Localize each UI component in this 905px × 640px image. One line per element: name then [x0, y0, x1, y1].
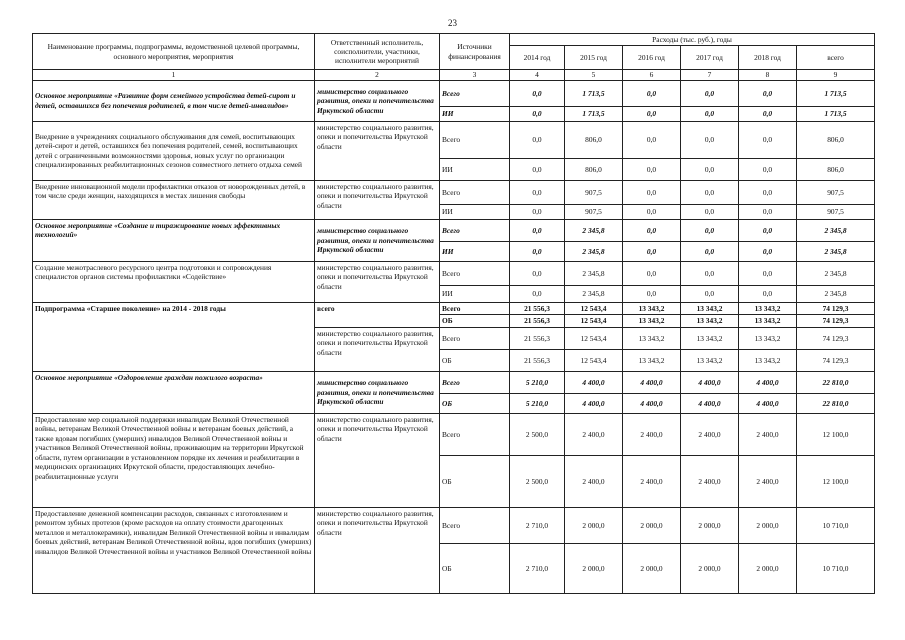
- column-number: 1: [33, 70, 315, 80]
- amount-cell: 21 556,3: [510, 302, 565, 314]
- column-number: 3: [440, 70, 510, 80]
- activity-executor: министерство социального развития, опеки и попечительства Иркутской области: [315, 507, 440, 593]
- column-numbers-row: [33, 70, 875, 80]
- amount-cell: 1 713,5: [797, 80, 875, 106]
- amount-cell: 2 500,0: [510, 455, 565, 507]
- amount-cell: 4 400,0: [681, 393, 739, 413]
- amount-cell: 2 000,0: [739, 507, 797, 543]
- amount-cell: 2 000,0: [623, 507, 681, 543]
- amount-cell: 13 343,2: [623, 315, 681, 327]
- amount-cell: 2 345,8: [797, 241, 875, 261]
- amount-cell: 2 000,0: [739, 543, 797, 593]
- column-number: 4: [510, 70, 565, 80]
- amount-cell: 0,0: [681, 121, 739, 158]
- amount-cell: 13 343,2: [681, 302, 739, 314]
- amount-cell: 0,0: [681, 80, 739, 106]
- amount-cell: 12 100,0: [797, 455, 875, 507]
- header-source: Источники финансирования: [440, 34, 510, 70]
- amount-cell: 12 543,4: [565, 349, 623, 371]
- amount-cell: 0,0: [681, 261, 739, 285]
- amount-cell: 21 556,3: [510, 327, 565, 349]
- table-row: [33, 302, 875, 314]
- amount-cell: 2 345,8: [565, 219, 623, 241]
- amount-cell: 0,0: [739, 106, 797, 121]
- amount-cell: 13 343,2: [681, 315, 739, 327]
- subprogram-name: Подпрограмма «Старшее поколение» на 2014 - 2018 годы: [33, 302, 315, 371]
- amount-cell: 2 400,0: [739, 413, 797, 455]
- amount-cell: 12 543,4: [565, 302, 623, 314]
- funding-source: Всего: [440, 180, 510, 204]
- amount-cell: 806,0: [797, 158, 875, 180]
- funding-source: Всего: [440, 507, 510, 543]
- amount-cell: 22 810,0: [797, 371, 875, 393]
- amount-cell: 1 713,5: [565, 80, 623, 106]
- amount-cell: 1 713,5: [797, 106, 875, 121]
- table-row: [33, 219, 875, 241]
- amount-cell: 10 710,0: [797, 543, 875, 593]
- amount-cell: 4 400,0: [739, 393, 797, 413]
- amount-cell: 907,5: [797, 180, 875, 204]
- table-row: [33, 261, 875, 285]
- activity-executor: министерство социального развития, опеки и попечительства Иркутской области: [315, 413, 440, 507]
- subprogram-executor-total: всего: [315, 302, 440, 327]
- amount-cell: 4 400,0: [623, 371, 681, 393]
- amount-cell: 2 710,0: [510, 543, 565, 593]
- amount-cell: 5 210,0: [510, 393, 565, 413]
- amount-cell: 4 400,0: [565, 393, 623, 413]
- funding-source: ОБ: [440, 315, 510, 327]
- amount-cell: 2 400,0: [565, 455, 623, 507]
- amount-cell: 12 543,4: [565, 315, 623, 327]
- funding-source: ИИ: [440, 106, 510, 121]
- table-body: [33, 80, 875, 593]
- column-number: 9: [797, 70, 875, 80]
- funding-source: Всего: [440, 261, 510, 285]
- amount-cell: 13 343,2: [739, 315, 797, 327]
- column-number: 8: [739, 70, 797, 80]
- amount-cell: 0,0: [623, 106, 681, 121]
- activity-name: Предоставление мер социальной поддержки инвалидам Великой Отечественной войны, ветеранам Великой Отечественной войны и ветеранам боевых действий, а также вдовам погибших (умерших) инвалидов Великой Отечественной войны и участников Великой Отечественной войны, проживающим на территории Иркутской области, путем организации в установленном порядке их лечения и реабилитации в медицинских организациях Иркутской области, предоставляющих лечебно-реабилитационные услуги: [33, 413, 315, 507]
- amount-cell: 21 556,3: [510, 315, 565, 327]
- amount-cell: 0,0: [623, 241, 681, 261]
- amount-cell: 2 345,8: [797, 261, 875, 285]
- amount-cell: 74 129,3: [797, 315, 875, 327]
- amount-cell: 0,0: [739, 285, 797, 302]
- activity-name: Предоставление денежной компенсации расходов, связанных с изготовлением и ремонтом зубных протезов (кроме расходов на оплату стоимости драгоценных металлов и металлокерамики), инвалидам Великой Отечественной войны и инвалидам боевых действий, ветеранам Великой Отечественной войны, вдов погибших (умерших) инвалидов Великой Отечественной войны и участников Великой Отечественной войны: [33, 507, 315, 593]
- subprogram-executor: министерство социального развития, опеки и попечительства Иркутской области: [315, 327, 440, 371]
- amount-cell: 4 400,0: [623, 393, 681, 413]
- funding-source: ОБ: [440, 543, 510, 593]
- header-name: Наименование программы, подпрограммы, ведомственной целевой программы, основного мероприятия, мероприятия: [33, 34, 315, 70]
- amount-cell: 0,0: [623, 80, 681, 106]
- amount-cell: 2 710,0: [510, 507, 565, 543]
- amount-cell: 0,0: [739, 241, 797, 261]
- amount-cell: 2 000,0: [565, 507, 623, 543]
- amount-cell: 10 710,0: [797, 507, 875, 543]
- amount-cell: 4 400,0: [565, 371, 623, 393]
- header-year: 2016 год: [623, 46, 681, 70]
- amount-cell: 5 210,0: [510, 371, 565, 393]
- amount-cell: 2 345,8: [565, 285, 623, 302]
- header-year: 2017 год: [681, 46, 739, 70]
- amount-cell: 2 000,0: [623, 543, 681, 593]
- header-costs: Расходы (тыс. руб.), годы: [510, 34, 875, 46]
- funding-source: Всего: [440, 80, 510, 106]
- column-number: 7: [681, 70, 739, 80]
- amount-cell: 2 345,8: [797, 285, 875, 302]
- activity-name: Внедрение инновационной модели профилактики отказов от новорожденных детей, в том числе среди женщин, находящихся в местах лишения свободы: [33, 180, 315, 219]
- column-number: 6: [623, 70, 681, 80]
- amount-cell: 12 100,0: [797, 413, 875, 455]
- amount-cell: 907,5: [565, 204, 623, 219]
- funding-source: Всего: [440, 302, 510, 314]
- funding-source: Всего: [440, 371, 510, 393]
- amount-cell: 13 343,2: [623, 327, 681, 349]
- amount-cell: 0,0: [510, 241, 565, 261]
- amount-cell: 0,0: [681, 219, 739, 241]
- table-row: [33, 180, 875, 204]
- amount-cell: 0,0: [623, 121, 681, 158]
- amount-cell: 0,0: [510, 80, 565, 106]
- activity-name: Основное мероприятие «Развитие форм семейного устройства детей-сирот и детей, оставшихся без попечения родителей, в том числе детей-инвалидов»: [33, 80, 315, 121]
- amount-cell: 0,0: [623, 219, 681, 241]
- amount-cell: 1 713,5: [565, 106, 623, 121]
- table-row: [33, 121, 875, 158]
- amount-cell: 806,0: [797, 121, 875, 158]
- amount-cell: 0,0: [739, 121, 797, 158]
- amount-cell: 2 000,0: [681, 543, 739, 593]
- activity-executor: министерство социального развития, опеки и попечительства Иркутской области: [315, 180, 440, 219]
- amount-cell: 74 129,3: [797, 302, 875, 314]
- header-exec: Ответственный исполнитель, соисполнители, участники, исполнители мероприятий: [315, 34, 440, 70]
- funding-source: Всего: [440, 413, 510, 455]
- funding-source: ИИ: [440, 158, 510, 180]
- amount-cell: 2 000,0: [681, 507, 739, 543]
- amount-cell: 907,5: [797, 204, 875, 219]
- funding-source: ИИ: [440, 285, 510, 302]
- header-year: 2018 год: [739, 46, 797, 70]
- funding-source: ИИ: [440, 241, 510, 261]
- funding-source: ОБ: [440, 393, 510, 413]
- amount-cell: 0,0: [623, 158, 681, 180]
- activity-executor: министерство социального развития, опеки и попечительства Иркутской области: [315, 121, 440, 180]
- amount-cell: 0,0: [739, 261, 797, 285]
- table-row: [33, 371, 875, 393]
- activity-executor: министерство социального развития, опеки и попечительства Иркутской области: [315, 219, 440, 261]
- column-number: 5: [565, 70, 623, 80]
- activity-executor: министерство социального развития, опеки и попечительства Иркутской области: [315, 261, 440, 302]
- amount-cell: 0,0: [623, 285, 681, 302]
- amount-cell: 0,0: [510, 285, 565, 302]
- amount-cell: 806,0: [565, 158, 623, 180]
- amount-cell: 806,0: [565, 121, 623, 158]
- amount-cell: 0,0: [510, 180, 565, 204]
- amount-cell: 0,0: [681, 285, 739, 302]
- amount-cell: 0,0: [510, 219, 565, 241]
- amount-cell: 2 345,8: [797, 219, 875, 241]
- activity-name: Основное мероприятие «Создание и тиражирование новых эффективных технологий»: [33, 219, 315, 261]
- activity-name: Основное мероприятие «Оздоровление граждан пожилого возраста»: [33, 371, 315, 413]
- table-header: [33, 34, 875, 81]
- header-year: 2015 год: [565, 46, 623, 70]
- amount-cell: 0,0: [510, 204, 565, 219]
- amount-cell: 74 129,3: [797, 327, 875, 349]
- table-row: [33, 413, 875, 455]
- amount-cell: 0,0: [739, 180, 797, 204]
- amount-cell: 13 343,2: [739, 349, 797, 371]
- amount-cell: 13 343,2: [681, 327, 739, 349]
- funding-source: ОБ: [440, 455, 510, 507]
- amount-cell: 13 343,2: [681, 349, 739, 371]
- activity-name: Внедрение в учреждениях социального обслуживания для семей, воспитывающих детей-сирот и детей, оставшихся без попечения родителей, семей, воспитывающих детей с ограниченными возможностями здоровья, новых услуг по организации специализированных реабилитационных сезонов совместного летнего отдыха семей: [33, 121, 315, 180]
- amount-cell: 0,0: [681, 158, 739, 180]
- amount-cell: 13 343,2: [739, 327, 797, 349]
- amount-cell: 13 343,2: [623, 302, 681, 314]
- amount-cell: 0,0: [510, 261, 565, 285]
- funding-source: Всего: [440, 219, 510, 241]
- amount-cell: 0,0: [739, 80, 797, 106]
- activity-name: Создание межотраслевого ресурсного центра подготовки и сопровождения специалистов органов системы профилактики «Содействие»: [33, 261, 315, 302]
- page-number: 23: [448, 18, 457, 28]
- amount-cell: 13 343,2: [623, 349, 681, 371]
- amount-cell: 0,0: [510, 158, 565, 180]
- amount-cell: 13 343,2: [739, 302, 797, 314]
- amount-cell: 22 810,0: [797, 393, 875, 413]
- amount-cell: 0,0: [739, 158, 797, 180]
- amount-cell: 2 345,8: [565, 261, 623, 285]
- amount-cell: 907,5: [565, 180, 623, 204]
- amount-cell: 12 543,4: [565, 327, 623, 349]
- amount-cell: 2 400,0: [565, 413, 623, 455]
- amount-cell: 2 400,0: [681, 413, 739, 455]
- amount-cell: 2 400,0: [739, 455, 797, 507]
- amount-cell: 2 000,0: [565, 543, 623, 593]
- activity-executor: министерство социального развития, опеки и попечительства Иркутской области: [315, 80, 440, 121]
- funding-source: ОБ: [440, 349, 510, 371]
- column-number: 2: [315, 70, 440, 80]
- amount-cell: 0,0: [739, 204, 797, 219]
- budget-table: [32, 33, 875, 594]
- funding-source: Всего: [440, 327, 510, 349]
- amount-cell: 2 400,0: [681, 455, 739, 507]
- amount-cell: 74 129,3: [797, 349, 875, 371]
- amount-cell: 0,0: [623, 180, 681, 204]
- amount-cell: 2 345,8: [565, 241, 623, 261]
- amount-cell: 0,0: [681, 106, 739, 121]
- header-total: всего: [797, 46, 875, 70]
- amount-cell: 0,0: [510, 121, 565, 158]
- header-year: 2014 год: [510, 46, 565, 70]
- amount-cell: 21 556,3: [510, 349, 565, 371]
- amount-cell: 2 400,0: [623, 455, 681, 507]
- amount-cell: 0,0: [681, 241, 739, 261]
- amount-cell: 0,0: [623, 204, 681, 219]
- funding-source: ИИ: [440, 204, 510, 219]
- table-row: [33, 80, 875, 106]
- amount-cell: 4 400,0: [739, 371, 797, 393]
- amount-cell: 0,0: [681, 204, 739, 219]
- amount-cell: 0,0: [681, 180, 739, 204]
- table-row: [33, 507, 875, 543]
- amount-cell: 0,0: [739, 219, 797, 241]
- funding-source: Всего: [440, 121, 510, 158]
- amount-cell: 2 400,0: [623, 413, 681, 455]
- amount-cell: 2 500,0: [510, 413, 565, 455]
- amount-cell: 4 400,0: [681, 371, 739, 393]
- activity-executor: министерство социального развития, опеки и попечительства Иркутской области: [315, 371, 440, 413]
- amount-cell: 0,0: [510, 106, 565, 121]
- amount-cell: 0,0: [623, 261, 681, 285]
